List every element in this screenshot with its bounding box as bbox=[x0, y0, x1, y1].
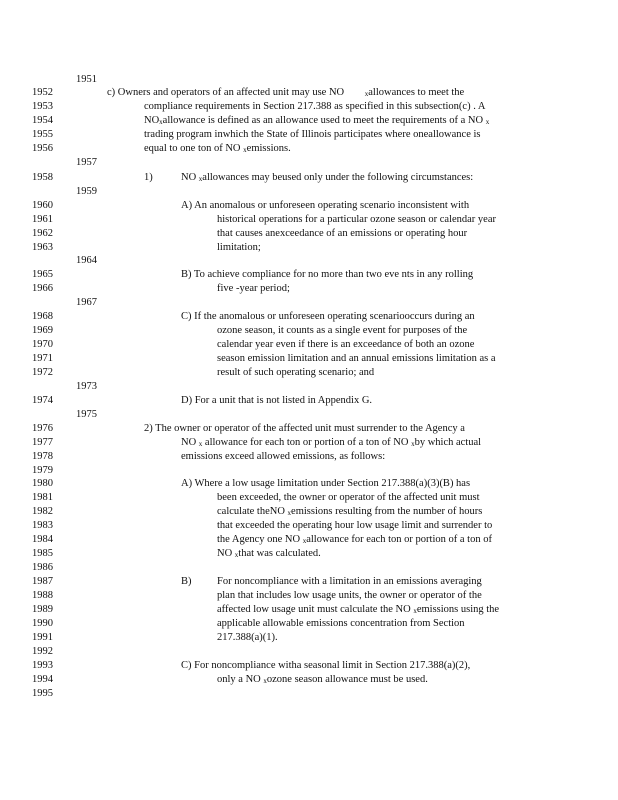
line-number: 1956 bbox=[32, 143, 53, 154]
line-number: 1993 bbox=[32, 660, 53, 671]
item-1B-line1: B) To achieve compliance for no more than two eve nts in any rolling bbox=[181, 269, 474, 280]
line-number: 1951 bbox=[76, 74, 97, 85]
item-1A-line2: historical operations for a particular ozone season or calendar year bbox=[217, 214, 496, 225]
item-1C-line2: ozone season, it counts as a single event for purposes of the bbox=[217, 325, 468, 336]
line-number: 1959 bbox=[76, 186, 97, 197]
line-number: 1976 bbox=[32, 423, 53, 434]
item-2B-line3: affected low usage unit must calculate the NO $_x$emissions using the bbox=[217, 604, 500, 615]
line-number: 1961 bbox=[32, 214, 53, 225]
para-c-line2: compliance requirements in Section 217.388 as specified in this subsection(c) . A bbox=[144, 101, 486, 112]
line-number: 1971 bbox=[32, 353, 53, 364]
item-2B-line1: For noncompliance with a limitation in an emissions averaging bbox=[217, 576, 482, 587]
item-2-line1: 2) The owner or operator of the affected unit must surrender to the Agency a bbox=[144, 423, 465, 434]
item-2C-line1: C) For noncompliance witha seasonal limit in Section 217.388(a)(2), bbox=[181, 660, 471, 671]
item-1B-line2: five -year period; bbox=[217, 283, 290, 294]
item-2B-line2: plan that includes low usage units, the owner or operator of the bbox=[217, 590, 482, 601]
para-c-line5: equal to one ton of NO $_x$emissions. bbox=[144, 143, 291, 154]
line-number: 1964 bbox=[76, 255, 97, 266]
line-number: 1991 bbox=[32, 632, 53, 643]
line-number: 1985 bbox=[32, 548, 53, 559]
item-2B-marker: B) bbox=[181, 576, 192, 587]
line-number: 1967 bbox=[76, 297, 97, 308]
line-number: 1958 bbox=[32, 172, 53, 183]
item-2-line2: NO $_x$ allowance for each ton or portion of a ton of NO $_x$by which actual bbox=[181, 437, 482, 448]
item-2A-line5: the Agency one NO $_x$allowance for each ton or portion of a ton of bbox=[217, 534, 492, 545]
line-number: 1974 bbox=[32, 395, 53, 406]
item-2A-line4: that exceeded the operating hour low usage limit and surrender to bbox=[217, 520, 493, 531]
line-number: 1960 bbox=[32, 200, 53, 211]
line-number: 1973 bbox=[76, 381, 97, 392]
item-2A-line1: A) Where a low usage limitation under Section 217.388(a)(3)(B) has bbox=[181, 478, 471, 489]
line-number: 1986 bbox=[32, 562, 53, 573]
line-number: 1990 bbox=[32, 618, 53, 629]
line-number: 1983 bbox=[32, 520, 53, 531]
item-1C-line5: result of such operating scenario; and bbox=[217, 367, 375, 378]
para-c-line4: trading program inwhich the State of Illinois participates where oneallowance is bbox=[144, 129, 481, 140]
para-c-line3: $NO_xallowance$ is defined as an allowance used to meet the requirements of a NO $_x$ bbox=[144, 115, 490, 126]
item-2A-line3: calculate theNO $_x$emissions resulting from the number of hours bbox=[217, 506, 483, 517]
line-number: 1984 bbox=[32, 534, 53, 545]
item-2B-line5: 217.388(a)(1). bbox=[217, 632, 278, 643]
line-number: 1979 bbox=[32, 465, 53, 476]
item-1-text: NO $_x$allowances may beused only under the following circumstances: bbox=[181, 172, 474, 183]
line-number: 1965 bbox=[32, 269, 53, 280]
line-number: 1977 bbox=[32, 437, 53, 448]
item-1A-line1: A) An anomalous or unforeseen operating scenario inconsistent with bbox=[181, 200, 470, 211]
line-number: 1957 bbox=[76, 157, 97, 168]
item-1A-line3: that causes anexceedance of an emissions or operating hour bbox=[217, 228, 468, 239]
line-number: 1989 bbox=[32, 604, 53, 615]
line-number: 1982 bbox=[32, 506, 53, 517]
line-number: 1978 bbox=[32, 451, 53, 462]
item-1C-line4: season emission limitation and an annual emissions limitation as a bbox=[217, 353, 496, 364]
line-number: 1995 bbox=[32, 688, 53, 699]
item-2A-line2: been exceeded, the owner or operator of the affected unit must bbox=[217, 492, 480, 503]
item-1-marker: 1) bbox=[144, 172, 153, 183]
item-2-line3: emissions exceed allowed emissions, as follows: bbox=[181, 451, 386, 462]
line-number: 1969 bbox=[32, 325, 53, 336]
item-1D-line1: D) For a unit that is not listed in Appendix G. bbox=[181, 395, 373, 406]
line-number: 1994 bbox=[32, 674, 53, 685]
line-number: 1975 bbox=[76, 409, 97, 420]
item-1A-line4: limitation; bbox=[217, 242, 261, 253]
line-number: 1980 bbox=[32, 478, 53, 489]
line-number: 1953 bbox=[32, 101, 53, 112]
item-2B-line4: applicable allowable emissions concentration from Section bbox=[217, 618, 465, 629]
line-number: 1970 bbox=[32, 339, 53, 350]
line-number: 1966 bbox=[32, 283, 53, 294]
line-number: 1955 bbox=[32, 129, 53, 140]
item-1C-line1: C) If the anomalous or unforeseen operating scenariooccurs during an bbox=[181, 311, 475, 322]
line-number: 1954 bbox=[32, 115, 53, 126]
line-number: 1968 bbox=[32, 311, 53, 322]
line-number: 1992 bbox=[32, 646, 53, 657]
line-number: 1972 bbox=[32, 367, 53, 378]
line-number: 1981 bbox=[32, 492, 53, 503]
item-2C-line2: only a NO $_x$ozone season allowance must be used. bbox=[217, 674, 428, 685]
item-1C-line3: calendar year even if there is an exceedance of both an ozone bbox=[217, 339, 475, 350]
line-number: 1952 bbox=[32, 87, 53, 98]
para-c-line1: c) Owners and operators of an affected unit may use NO $_x$allowances to meet the bbox=[107, 87, 465, 98]
line-number: 1962 bbox=[32, 228, 53, 239]
line-number: 1988 bbox=[32, 590, 53, 601]
item-2A-line6: NO $_x$that was calculated. bbox=[217, 548, 321, 559]
line-number: 1987 bbox=[32, 576, 53, 587]
line-number: 1963 bbox=[32, 242, 53, 253]
